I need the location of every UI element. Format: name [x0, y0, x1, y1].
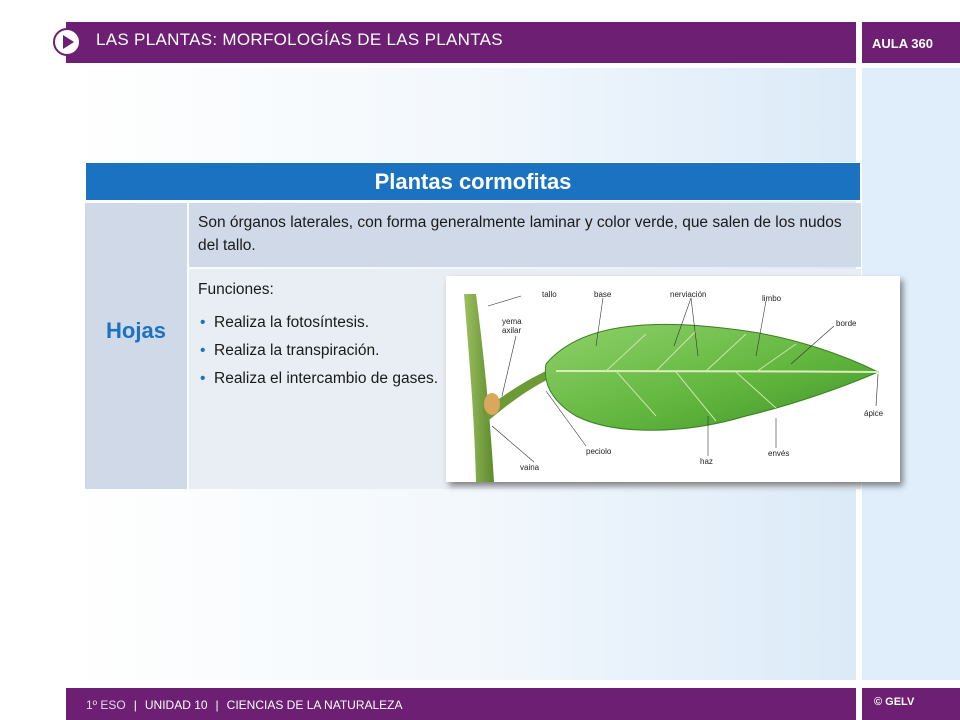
footer-course: 1º ESO: [86, 698, 126, 712]
stem-shape: [464, 294, 494, 482]
footer-unit: UNIDAD 10: [144, 698, 208, 712]
page-title: LAS PLANTAS: MORFOLOGÍAS DE LAS PLANTAS: [96, 30, 503, 49]
leaf-blade: [545, 324, 878, 430]
play-button[interactable]: [53, 28, 81, 56]
label-haz: haz: [700, 457, 713, 466]
copyright-text: © GELV: [874, 696, 915, 708]
functions-title: Funciones:: [198, 281, 274, 298]
label-axilar: axilar: [502, 326, 522, 335]
list-item: • Realiza la transpiración.: [198, 340, 438, 362]
label-yema: yema: [502, 317, 522, 326]
play-icon: [55, 30, 79, 54]
footer-subject: CIENCIAS DE LA NATURALEZA: [226, 698, 403, 712]
functions-list: [198, 312, 438, 396]
label-peciolo: peciolo: [586, 447, 612, 456]
label-tallo: tallo: [542, 290, 557, 299]
bud-shape: [484, 393, 500, 415]
footer-text: 1º ESO | UNIDAD 10 | CIENCIAS DE LA NATURALEZA: [86, 698, 403, 712]
row-label: Hojas: [106, 318, 166, 343]
label-enves: envés: [768, 449, 790, 458]
list-item: • Realiza la fotosíntesis.: [198, 312, 438, 334]
label-base: base: [594, 290, 612, 299]
label-apice: ápice: [864, 409, 884, 418]
leaf-diagram: [446, 276, 900, 482]
aula-badge: AULA 360: [872, 36, 933, 51]
row-label-cell: [85, 203, 187, 489]
table-title: Plantas cormofitas: [85, 162, 861, 201]
label-nerviacion: nerviación: [670, 290, 707, 299]
list-item: • Realiza el intercambio de gases.: [198, 368, 438, 390]
label-borde: borde: [836, 319, 857, 328]
label-limbo: limbo: [762, 294, 782, 303]
leaf-illustration: [446, 276, 900, 482]
label-vaina: vaina: [520, 463, 540, 472]
description-text: Son órganos laterales, con forma generalmente laminar y color verde, que salen de los nudos del tallo.: [198, 214, 842, 254]
